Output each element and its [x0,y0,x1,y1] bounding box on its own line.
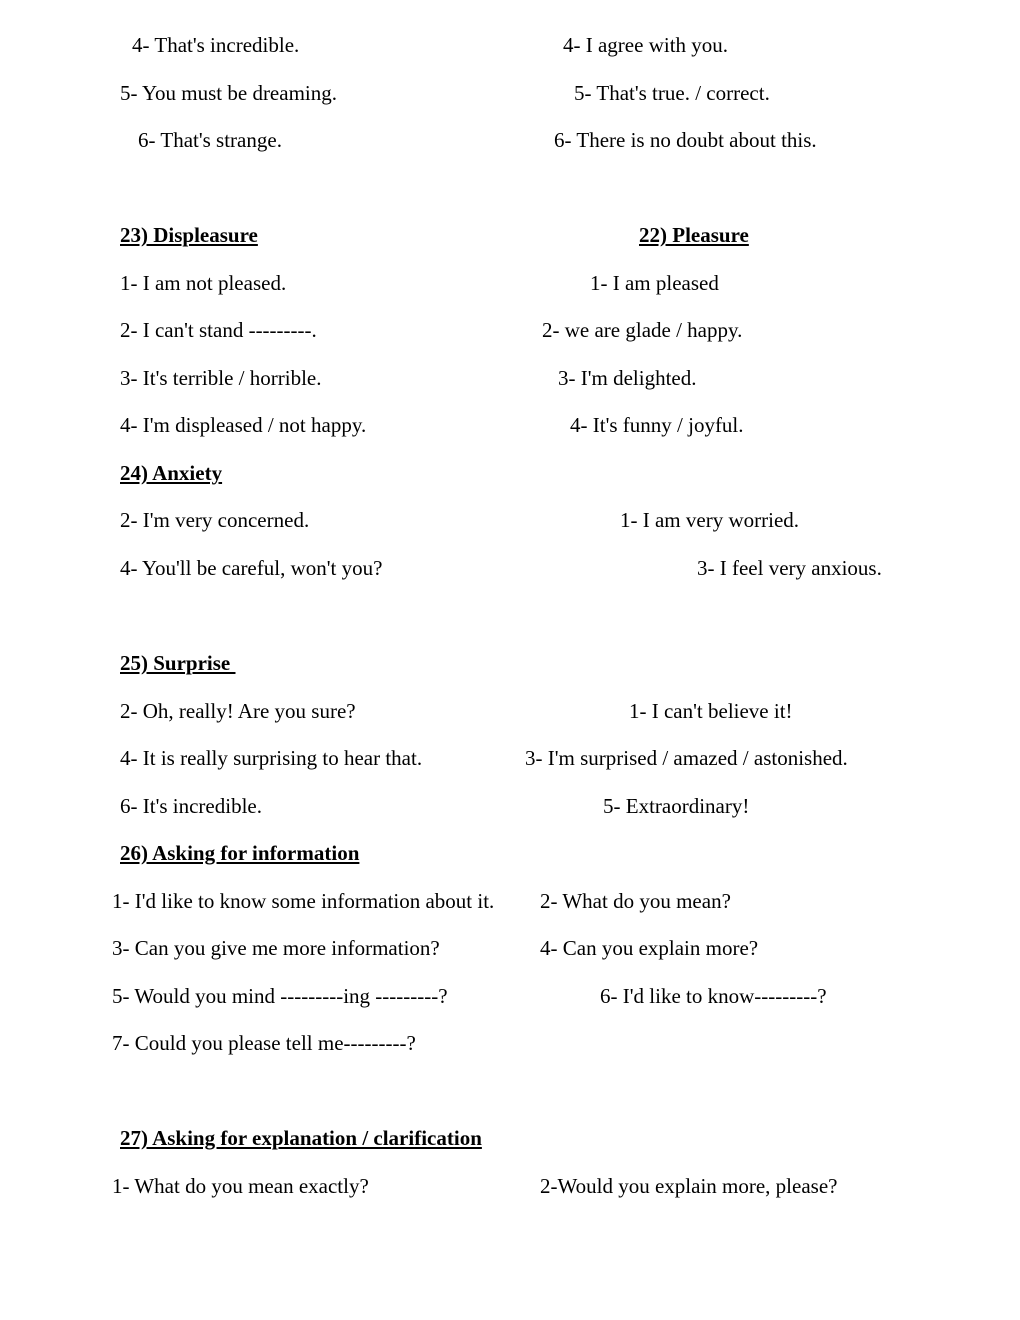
anxiety-left-item: 4- You'll be careful, won't you? [120,556,383,580]
pleasure-item: 1- I am pleased [590,271,719,295]
asking-information-heading: 26) Asking for information [120,841,360,865]
surprise-left-item: 4- It is really surprising to hear that. [120,746,423,770]
asking-information-left-item: 5- Would you mind ---------ing ---------? [112,984,448,1008]
intro-right-item: 4- I agree with you. [563,33,729,57]
surprise-right-item: 3- I'm surprised / amazed / astonished. [525,746,848,770]
pleasure-item: 4- It's funny / joyful. [570,413,744,437]
displeasure-item: 2- I can't stand ---------. [120,318,317,342]
displeasure-item: 4- I'm displeased / not happy. [120,413,367,437]
pleasure-heading: 22) Pleasure [639,223,749,247]
displeasure-item: 1- I am not pleased. [120,271,287,295]
anxiety-right-item: 3- I feel very anxious. [697,556,882,580]
asking-explanation-heading: 27) Asking for explanation / clarification [120,1126,482,1150]
displeasure-item: 3- It's terrible / horrible. [120,366,322,390]
asking-information-left-item: 3- Can you give me more information? [112,936,440,960]
intro-left-item: 4- That's incredible. [132,33,300,57]
intro-left-item: 6- That's strange. [138,128,282,152]
pleasure-item: 3- I'm delighted. [558,366,697,390]
asking-information-right-item: 4- Can you explain more? [540,936,759,960]
intro-right-item: 5- That's true. / correct. [574,81,770,105]
surprise-right-item: 5- Extraordinary! [603,794,750,818]
asking-explanation-left-item: 1- What do you mean exactly? [112,1174,369,1198]
anxiety-left-item: 2- I'm very concerned. [120,508,310,532]
pleasure-item: 2- we are glade / happy. [542,318,743,342]
surprise-left-item: 6- It's incredible. [120,794,262,818]
anxiety-heading: 24) Anxiety [120,461,223,485]
asking-information-left-item: 1- I'd like to know some information about it. [112,889,495,913]
intro-left-item: 5- You must be dreaming. [120,81,337,105]
surprise-right-item: 1- I can't believe it! [629,699,793,723]
asking-information-right-item: 2- What do you mean? [540,889,731,913]
intro-right-item: 6- There is no doubt about this. [554,128,817,152]
anxiety-right-item: 1- I am very worried. [620,508,800,532]
asking-information-right-item: 6- I'd like to know---------? [600,984,827,1008]
surprise-left-item: 2- Oh, really! Are you sure? [120,699,356,723]
asking-explanation-right-item: 2-Would you explain more, please? [540,1174,838,1198]
asking-information-left-item: 7- Could you please tell me---------? [112,1031,416,1055]
displeasure-heading: 23) Displeasure [120,223,258,247]
surprise-heading: 25) Surprise [120,651,236,675]
